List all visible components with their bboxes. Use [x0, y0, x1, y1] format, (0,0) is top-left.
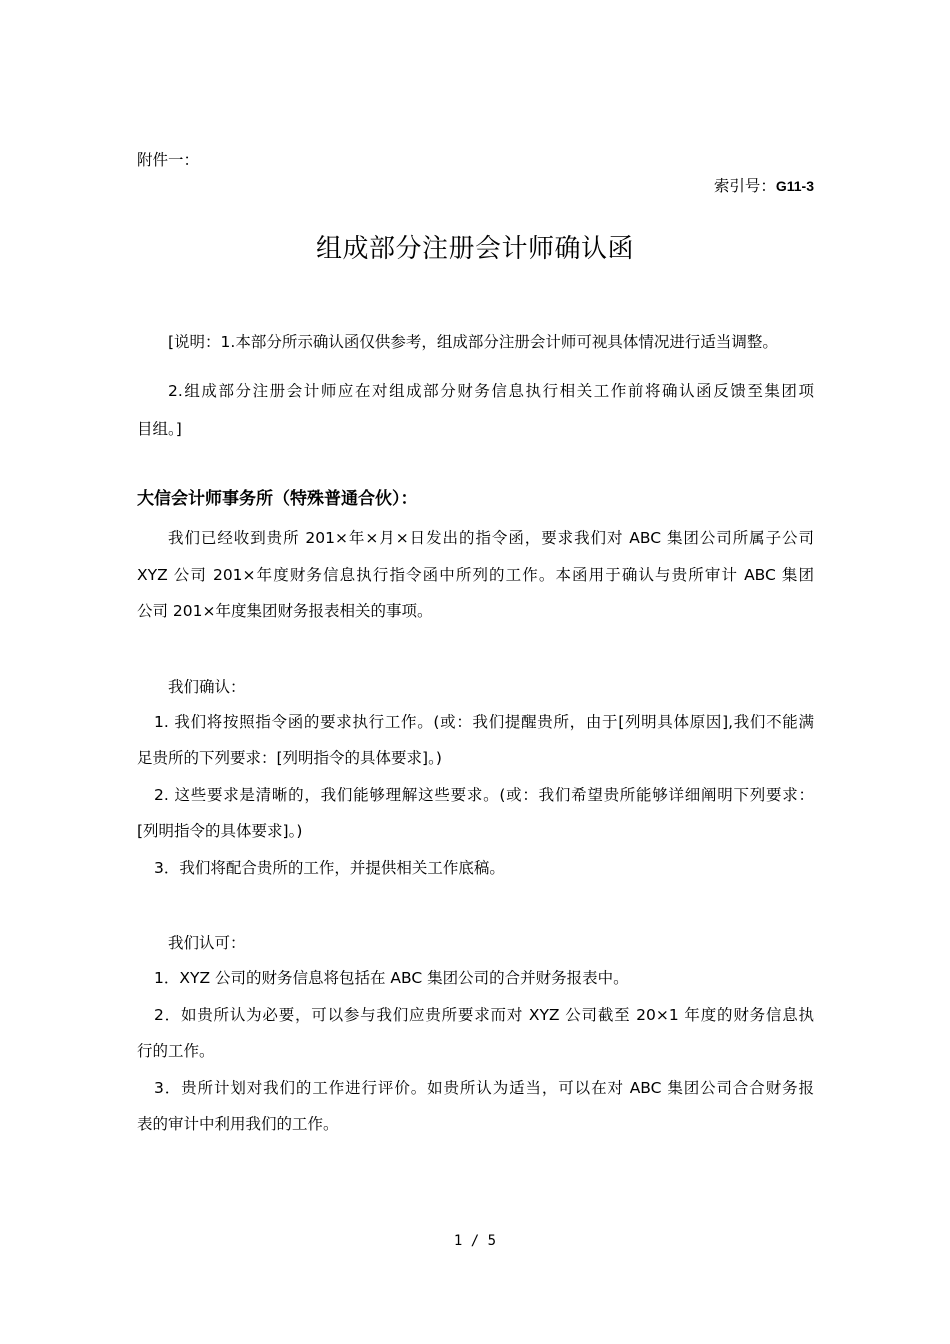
intro-line: XYZ 公司 201×年度财务信息执行指令函中所列的工作。本函用于确认与贵所审计 ABC 集团: [137, 566, 814, 584]
note-line: 2.组成部分注册会计师应在对组成部分财务信息执行相关工作前将确认函反馈至集团项: [168, 382, 814, 400]
confirm-line: [列明指令的具体要求]。): [137, 822, 303, 840]
intro-line: 公司 201×年度集团财务报表相关的事项。: [137, 602, 433, 620]
acknowledge-line: 3．贵所计划对我们的工作进行评价。如贵所认为适当，可以在对 ABC 集团公司合合财务报: [154, 1079, 814, 1097]
acknowledge-heading: 我们认可：: [168, 934, 246, 952]
note-line: [说明：1.本部分所示确认函仅供参考，组成部分注册会计师可视具体情况进行适当调整。: [168, 333, 778, 351]
acknowledge-line: 行的工作。: [137, 1042, 215, 1060]
acknowledge-line: 1．XYZ 公司的财务信息将包括在 ABC 集团公司的合并财务报表中。: [154, 969, 629, 987]
note-line: 目组。]: [137, 420, 182, 438]
index-code: G11-3: [775, 178, 814, 194]
acknowledge-line: 表的审计中利用我们的工作。: [137, 1115, 339, 1133]
page-indicator: 1 / 5: [453, 1233, 497, 1249]
confirm-line: 足贵所的下列要求：[列明指令的具体要求]。): [137, 749, 442, 767]
confirm-heading: 我们确认：: [168, 678, 246, 696]
acknowledge-line: 2．如贵所认为必要，可以参与我们应贵所要求而对 XYZ 公司截至 20×1 年度的财务信息执: [154, 1006, 814, 1024]
page-title: 组成部分注册会计师确认函: [315, 234, 634, 264]
intro-line: 我们已经收到贵所 201×年×月×日发出的指令函，要求我们对 ABC 集团公司所属子公司: [168, 529, 814, 547]
index-label: 索引号：: [713, 177, 776, 195]
confirm-line: 1. 我们将按照指令函的要求执行工作。(或：我们提醒贵所，由于[列明具体原因],我们不能满: [154, 713, 814, 731]
attachment-label: 附件一：: [137, 151, 200, 169]
confirm-line: 3．我们将配合贵所的工作，并提供相关工作底稿。: [154, 859, 505, 877]
addressee-heading: 大信会计师事务所（特殊普通合伙）：: [137, 489, 418, 509]
confirm-line: 2. 这些要求是清晰的，我们能够理解这些要求。(或：我们希望贵所能够详细阐明下列要求：: [154, 786, 814, 804]
index-number: [714, 176, 814, 196]
